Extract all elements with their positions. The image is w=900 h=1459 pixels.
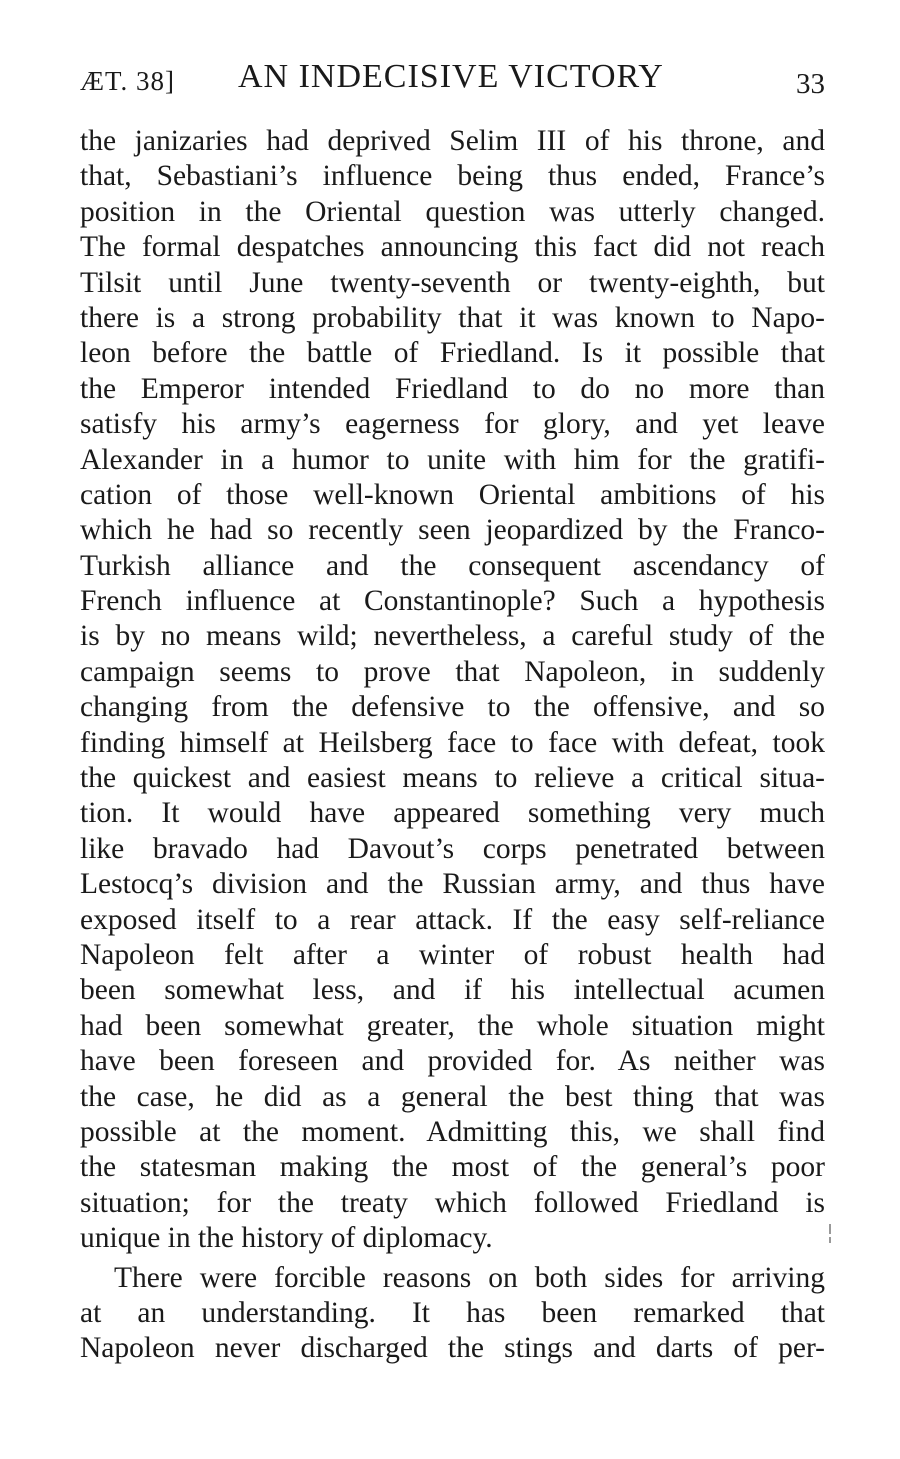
text-line: Tilsit until June twenty-seventh or twenty-eighth, but [80,266,825,299]
running-head [80,56,825,100]
text-line: is by no means wild; nevertheless, a careful study of the [80,620,825,653]
scan-speck [829,1224,831,1234]
text-line: position in the Oriental question was utterly changed. [80,195,825,228]
text-line: the quickest and easiest means to relieve a critical situa- [80,762,825,795]
text-line: which he had so recently seen jeopardized by the Franco- [80,514,825,547]
text-line: there is a strong probability that it was known to Napo- [80,301,825,334]
paragraph [80,124,825,1257]
text-line: Napoleon felt after a winter of robust health had [80,938,825,971]
text-line: situation; for the treaty which followed Friedland is [80,1186,825,1219]
text-line: Napoleon never discharged the stings and darts of per- [80,1332,825,1365]
page-number: 33 [796,68,825,100]
text-line: satisfy his army’s eagerness for glory, and yet leave [80,408,825,441]
text-line: possible at the moment. Admitting this, we shall find [80,1115,825,1148]
text-line: leon before the battle of Friedland. Is it possible that [80,337,825,370]
text-line: campaign seems to prove that Napoleon, in suddenly [80,655,825,688]
text-line: at an understanding. It has been remarked that [80,1296,825,1329]
text-line: cation of those well-known Oriental ambitions of his [80,478,825,511]
body-text [80,124,825,1367]
text-line: the Emperor intended Friedland to do no more than [80,372,825,405]
text-line: changing from the defensive to the offensive, and so [80,691,825,724]
text-line: the case, he did as a general the best thing that was [80,1080,825,1113]
text-line: been somewhat less, and if his intellectual acumen [80,974,825,1007]
text-line: unique in the history of diplomacy. [80,1222,493,1255]
text-line: Alexander in a humor to unite with him for the gratifi- [80,443,825,476]
text-line: tion. It would have appeared something very much [80,797,825,830]
text-line: had been somewhat greater, the whole situation might [80,1009,825,1042]
text-line: like bravado had Davout’s corps penetrated between [80,832,825,865]
text-line: There were forcible reasons on both sides for arriving [114,1261,825,1294]
text-line: the janizaries had deprived Selim III of his throne, and [80,125,825,157]
text-line: Turkish alliance and the consequent ascendancy of [80,549,825,582]
text-line: the statesman making the most of the general’s poor [80,1151,825,1184]
text-line: finding himself at Heilsberg face to face with defeat, took [80,726,825,759]
running-head-age: ÆT. 38] [80,66,175,96]
scan-speck [829,1237,831,1243]
text-line: Lestocq’s division and the Russian army, and thus have [80,868,825,901]
text-line: have been foreseen and provided for. As neither was [80,1045,825,1078]
text-line: exposed itself to a rear attack. If the easy self-reliance [80,903,825,936]
chapter-title: AN INDECISIVE VICTORY [238,58,664,95]
text-line: French influence at Constantinople? Such a hypothesis [80,585,825,618]
text-line: that, Sebastiani’s influence being thus ended, France’s [80,160,825,193]
paragraph [80,1261,825,1367]
text-line: The formal despatches announcing this fact did not reach [80,231,825,264]
